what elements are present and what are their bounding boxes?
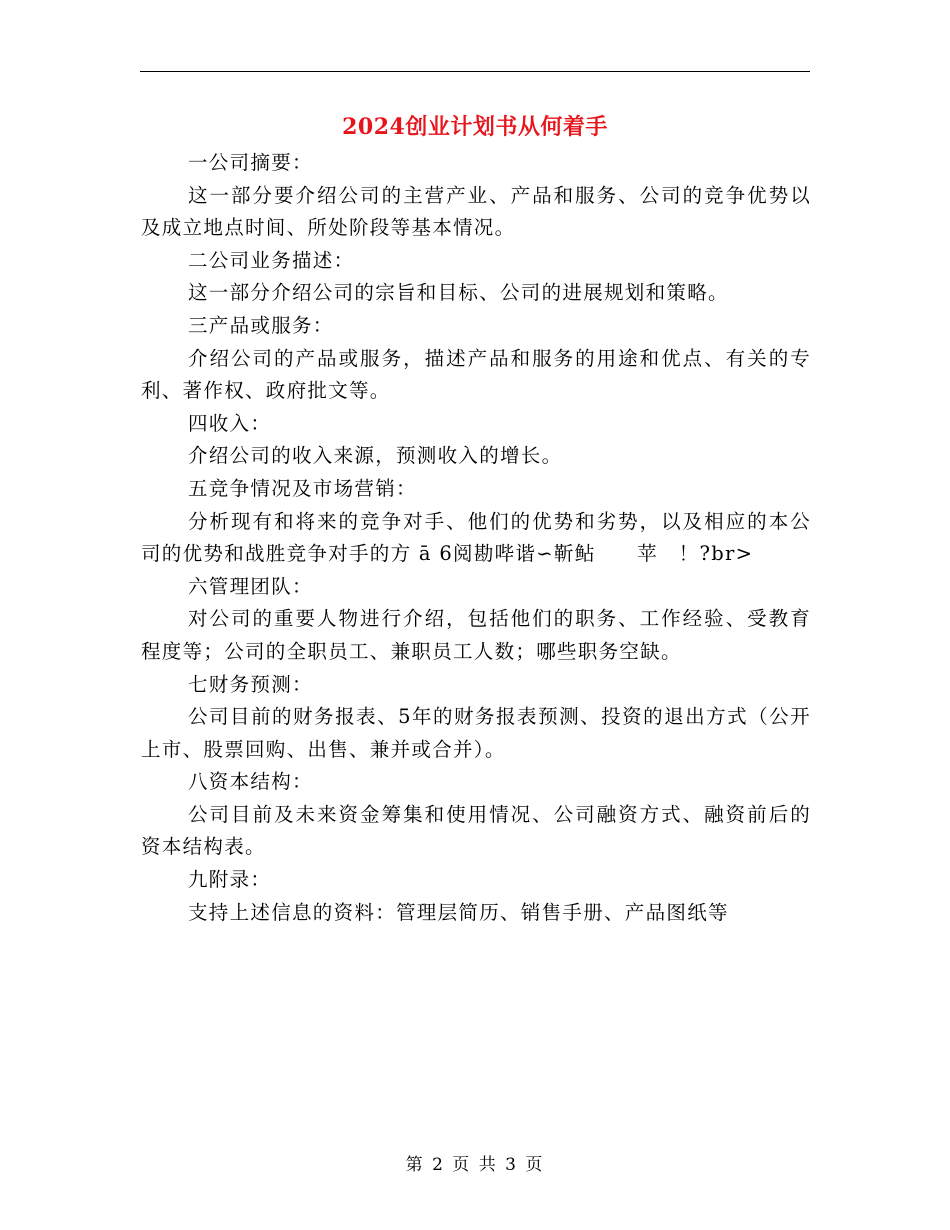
section-heading-summary: 一公司摘要： — [188, 151, 313, 174]
section-heading-products: 三产品或服务： — [188, 313, 334, 337]
section-text-summary: 这一部分要介绍公司的主营产业、产品和服务、公司的竞争优势以及成立地点时间、所处阶段等基本情况。 — [141, 183, 811, 240]
section-heading-team: 六管理团队： — [188, 574, 313, 598]
section-text-financials: 公司目前的财务报表、5年的财务报表预测、投资的退出方式（公开上市、股票回购、出售、兼并或合并）。 — [141, 705, 811, 761]
section-heading-competition: 五竞争情况及市场营销： — [188, 476, 417, 500]
section-text-capital: 公司目前及未来资金筹集和使用情况、公司融资方式、融资前后的资本结构表。 — [141, 802, 811, 859]
section-text-team: 对公司的重要人物进行介绍，包括他们的职务、工作经验、受教育程度等；公司的全职员工、兼职员工人数；哪些职务空缺。 — [141, 607, 811, 663]
section-heading-revenue: 四收入： — [188, 411, 272, 435]
header-rule — [140, 71, 810, 72]
document-title: 2024创业计划书从何着手 — [342, 114, 608, 140]
section-heading-business: 二公司业务描述： — [188, 248, 355, 272]
section-text-revenue: 介绍公司的收入来源，预测收入的增长。 — [188, 444, 563, 468]
section-heading-financials: 七财务预测： — [188, 672, 313, 696]
page-number: 第 2 页 共 3 页 — [405, 1155, 545, 1175]
section-heading-appendix: 九附录： — [188, 868, 272, 892]
section-text-business: 这一部分介绍公司的宗旨和目标、公司的进展规划和策略。 — [188, 281, 729, 305]
section-text-appendix: 支持上述信息的资料：管理层简历、销售手册、产品图纸等 — [188, 900, 729, 924]
section-heading-capital: 八资本结构： — [188, 770, 313, 794]
section-text-products: 介绍公司的产品或服务，描述产品和服务的用途和优点、有关的专利、著作权、政府批文等。 — [141, 346, 811, 403]
document-body — [141, 147, 811, 929]
section-text-competition: 分析现有和将来的竞争对手、他们的优势和劣势，以及相应的本公司的优势和战胜竞争对手的方 ā 6阅勘哔谐∽靳鲇 苹 ！?br> — [141, 509, 811, 566]
